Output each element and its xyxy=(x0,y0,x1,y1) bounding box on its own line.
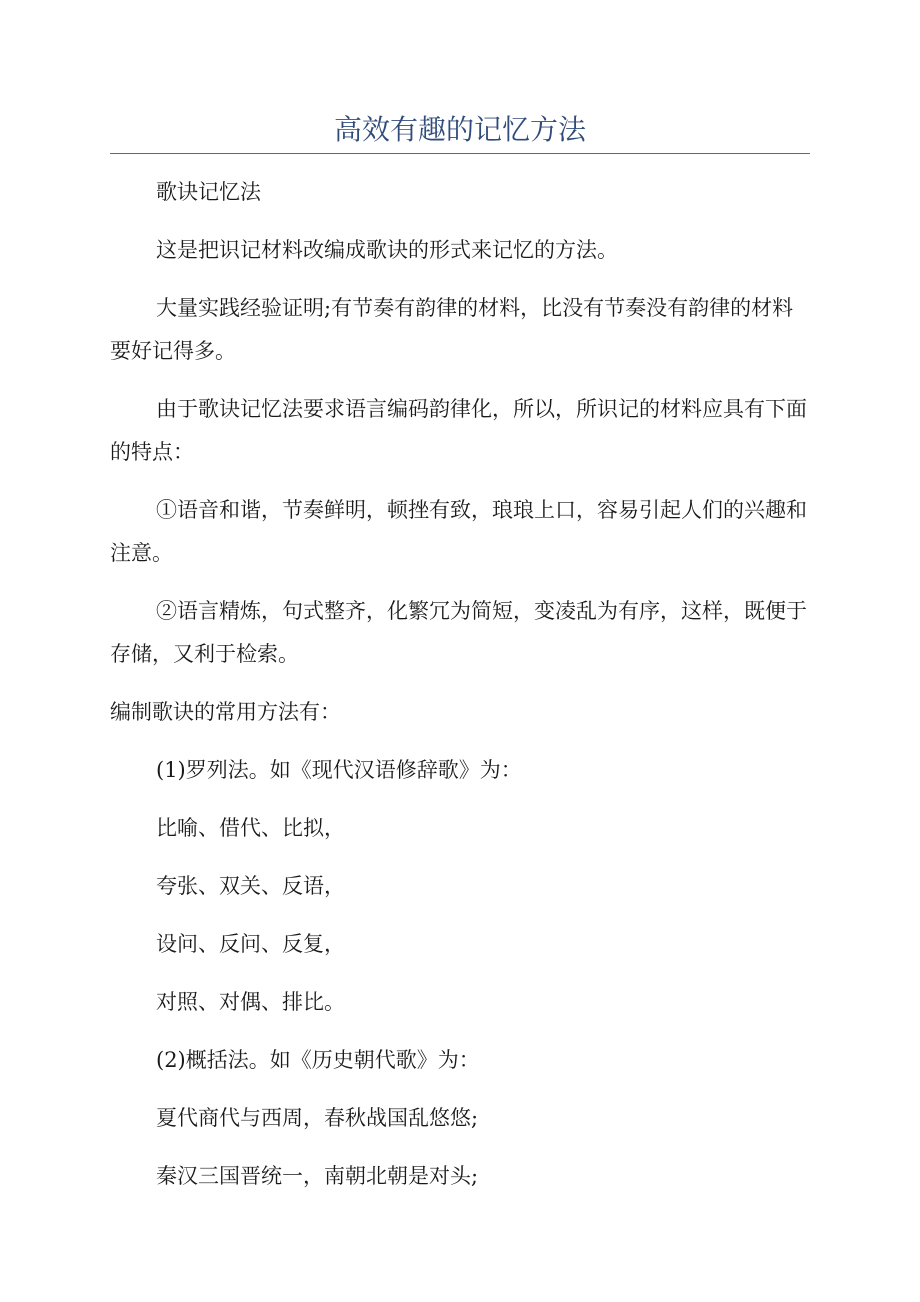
verse-line: 对照、对偶、排比。 xyxy=(156,990,345,1014)
paragraph: 由于歌诀记忆法要求语言编码韵律化，所以，所识记的材料应具有下面的特点： xyxy=(110,397,807,464)
verse-line: 设问、反问、反复， xyxy=(156,932,345,956)
feature-item-1: ①语音和谐，节奏鲜明，顿挫有致，琅琅上口，容易引起人们的兴趣和注意。 xyxy=(110,498,807,565)
section-heading: 歌诀记忆法 xyxy=(156,180,261,204)
verse-line: 夸张、双关、反语， xyxy=(156,874,345,898)
paragraph: 这是把识记材料改编成歌诀的形式来记忆的方法。 xyxy=(156,238,618,262)
document-body xyxy=(110,171,810,1213)
feature-item-2: ②语言精炼，句式整齐，化繁冗为简短，变凌乱为有序，这样，既便于存储，又利于检索。 xyxy=(110,599,807,666)
method-heading-2: (2)概括法。如《历史朝代歌》为： xyxy=(156,1048,480,1072)
page-title: 高效有趣的记忆方法 xyxy=(333,113,586,146)
paragraph: 大量实践经验证明;有节奏有韵律的材料，比没有节奏没有韵律的材料要好记得多。 xyxy=(110,296,794,363)
verse-line: 秦汉三国晋统一，南朝北朝是对头; xyxy=(156,1164,479,1188)
verse-line: 比喻、借代、比拟， xyxy=(156,816,345,840)
title-divider xyxy=(110,153,810,154)
verse-line: 夏代商代与西周，春秋战国乱悠悠; xyxy=(156,1106,479,1130)
methods-intro: 编制歌诀的常用方法有： xyxy=(110,700,341,724)
method-heading-1: (1)罗列法。如《现代汉语修辞歌》为： xyxy=(156,758,522,782)
